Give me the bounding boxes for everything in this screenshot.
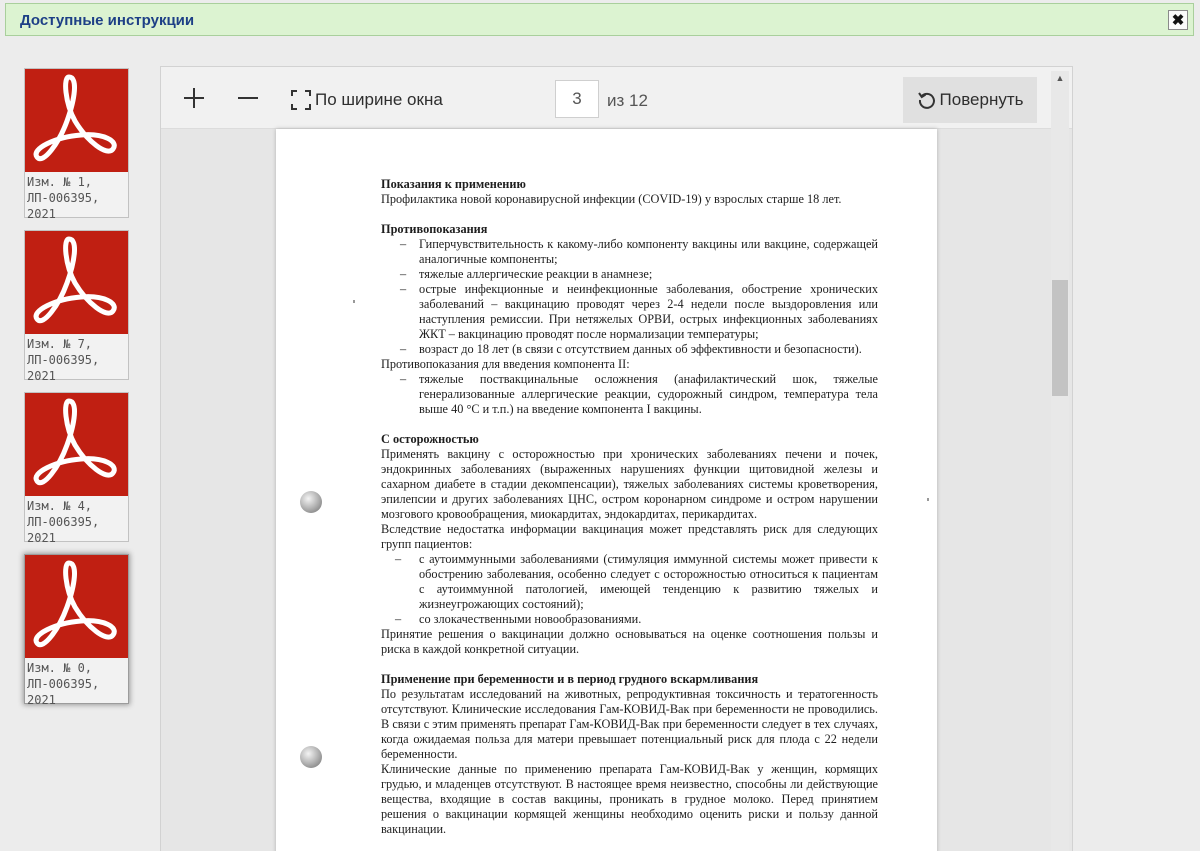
- contraindications-2-list: [381, 372, 878, 417]
- vertical-scrollbar[interactable]: [1051, 71, 1069, 851]
- indications-heading: Показания к применению: [381, 177, 526, 191]
- list-item: – возраст до 18 лет (в связи с отсутствием данных об эффективности и безопасности).: [400, 342, 862, 356]
- page-count: из 12: [607, 91, 648, 110]
- document-text: [381, 177, 878, 837]
- pdf-viewer: [160, 66, 1073, 851]
- pdf-icon: [25, 393, 128, 496]
- rotate-button[interactable]: [903, 77, 1037, 123]
- pdf-icon: [25, 231, 128, 334]
- pregnancy-text: По результатам исследований на животных, репродуктивная токсичность и тератогенность отсутствуют. Клинические исследования Гам-КОВИД-Вак при беременности не проводились. В связи с этим применять препарат Гам-КОВИД-Вак при беременности следует в тех случаях, когда ожидаемая польза для матери превышает потенциальный риск для плода с 22 недели беременности.: [381, 687, 878, 761]
- instruction-thumbnail[interactable]: [24, 68, 129, 221]
- caution-text-3: Принятие решения о вакцинации должно основываться на оценке соотношения пользы и риска в каждой конкретной ситуации.: [381, 627, 878, 656]
- fit-width-icon: [291, 90, 311, 110]
- page-number-input[interactable]: [555, 80, 599, 118]
- list-item: – тяжелые аллергические реакции в анамнезе;: [400, 267, 653, 281]
- list-item: – тяжелые поствакцинальные осложнения (анафилактический шок, тяжелые генерализованные аллергические реакции, судорожный синдром, температура тела выше 40 °С и т.п.) на введение компонента I вакцины.: [400, 372, 878, 416]
- close-icon: ✖: [1171, 11, 1185, 29]
- fit-width-label: По ширине окна: [315, 90, 443, 109]
- thumbnail-caption: Изм. № 4, ЛП-006395, 2021: [27, 499, 100, 545]
- list-item: – Гиперчувствительность к какому-либо компоненту вакцины или вакцине, содержащей аналогичные компоненты;: [400, 237, 878, 266]
- minus-icon: [235, 85, 261, 111]
- pdf-icon: [25, 69, 128, 172]
- binder-hole: [300, 746, 322, 768]
- dialog-header: [5, 3, 1194, 36]
- caution-heading: С осторожностью: [381, 432, 479, 446]
- contraindications-list: [381, 237, 878, 357]
- plus-icon: [181, 85, 207, 111]
- contraindications-heading: Противопоказания: [381, 222, 488, 236]
- indications-text: Профилактика новой коронавирусной инфекции (COVID-19) у взрослых старше 18 лет.: [381, 192, 842, 206]
- scan-speck: [927, 498, 929, 501]
- scroll-up-button[interactable]: [1052, 71, 1068, 85]
- binder-hole: [300, 491, 322, 513]
- caution-text-2: Вследствие недостатка информации вакцинация может представлять риск для следующих групп пациентов:: [381, 522, 878, 551]
- thumbnail-caption: Изм. № 7, ЛП-006395, 2021: [27, 337, 100, 383]
- zoom-out-button[interactable]: [235, 85, 261, 111]
- instruction-thumbnail-selected[interactable]: [24, 554, 129, 707]
- rotate-label: Повернуть: [939, 90, 1024, 109]
- document-page: [276, 129, 937, 851]
- pdf-icon: [25, 555, 128, 658]
- fit-width-button[interactable]: [291, 88, 443, 112]
- rotate-icon: [917, 90, 937, 110]
- dialog-title: Доступные инструкции: [20, 12, 195, 29]
- caution-text: Применять вакцину с осторожностью при хронических заболеваниях печени и почек, эндокринных заболеваниях (выраженных нарушениях функции щитовидной железы и сахарном диабете в стадии декомпенсации), тяжелых заболеваниях системы кроветворения, эпилепсии и других заболеваниях ЦНС, остром коронарном синдроме и остром нарушении мозгового кровообращения, миокардитах, эндокардитах, перикардитах.: [381, 447, 878, 521]
- instruction-thumbnail[interactable]: [24, 392, 129, 545]
- zoom-in-button[interactable]: [181, 85, 207, 111]
- thumbnail-caption: Изм. № 1, ЛП-006395, 2021: [27, 175, 100, 221]
- viewer-toolbar: [161, 67, 1072, 129]
- instruction-thumbnail[interactable]: [24, 230, 129, 383]
- scrollbar-thumb[interactable]: [1052, 280, 1068, 396]
- close-button[interactable]: [1168, 10, 1188, 30]
- pregnancy-heading: Применение при беременности и в период грудного вскармливания: [381, 672, 759, 686]
- caution-list: [381, 552, 878, 627]
- scroll-up-icon: ▲: [1055, 73, 1065, 83]
- pregnancy-text-2: Клинические данные по применению препарата Гам-КОВИД-Вак у женщин, кормящих грудью, и младенцев отсутствуют. В настоящее время неизвестно, способны ли действующие вещества, входящие в состав вакцины, проникать в грудное молоко. Перед принятием решения о вакцинации кормящей женщины необходимо оценить риски и пользу данной вакцинации.: [381, 762, 878, 836]
- list-item: – острые инфекционные и неинфекционные заболевания, обострение хронических заболеваний – вакцинацию проводят через 2-4 недели после выздоровления или наступления ремиссии. При нетяжелых ОРВИ, острых инфекционных заболеваниях ЖКТ – вакцинацию проводят после нормализации температуры;: [400, 282, 878, 341]
- thumbnail-caption: Изм. № 0, ЛП-006395, 2021: [27, 661, 100, 707]
- contraindications-2-heading: Противопоказания для введения компонента II:: [381, 357, 630, 371]
- scan-speck: [353, 300, 355, 303]
- list-item: – со злокачественными новообразованиями.: [395, 612, 642, 626]
- list-item: – с аутоиммунными заболеваниями (стимуляция иммунной системы может привести к обострению заболевания, особенно следует с осторожностью относиться к пациентам с аутоиммунной патологией, имеющей тенденцию к развитию тяжелых и жизнеугрожающих состояний);: [395, 552, 878, 611]
